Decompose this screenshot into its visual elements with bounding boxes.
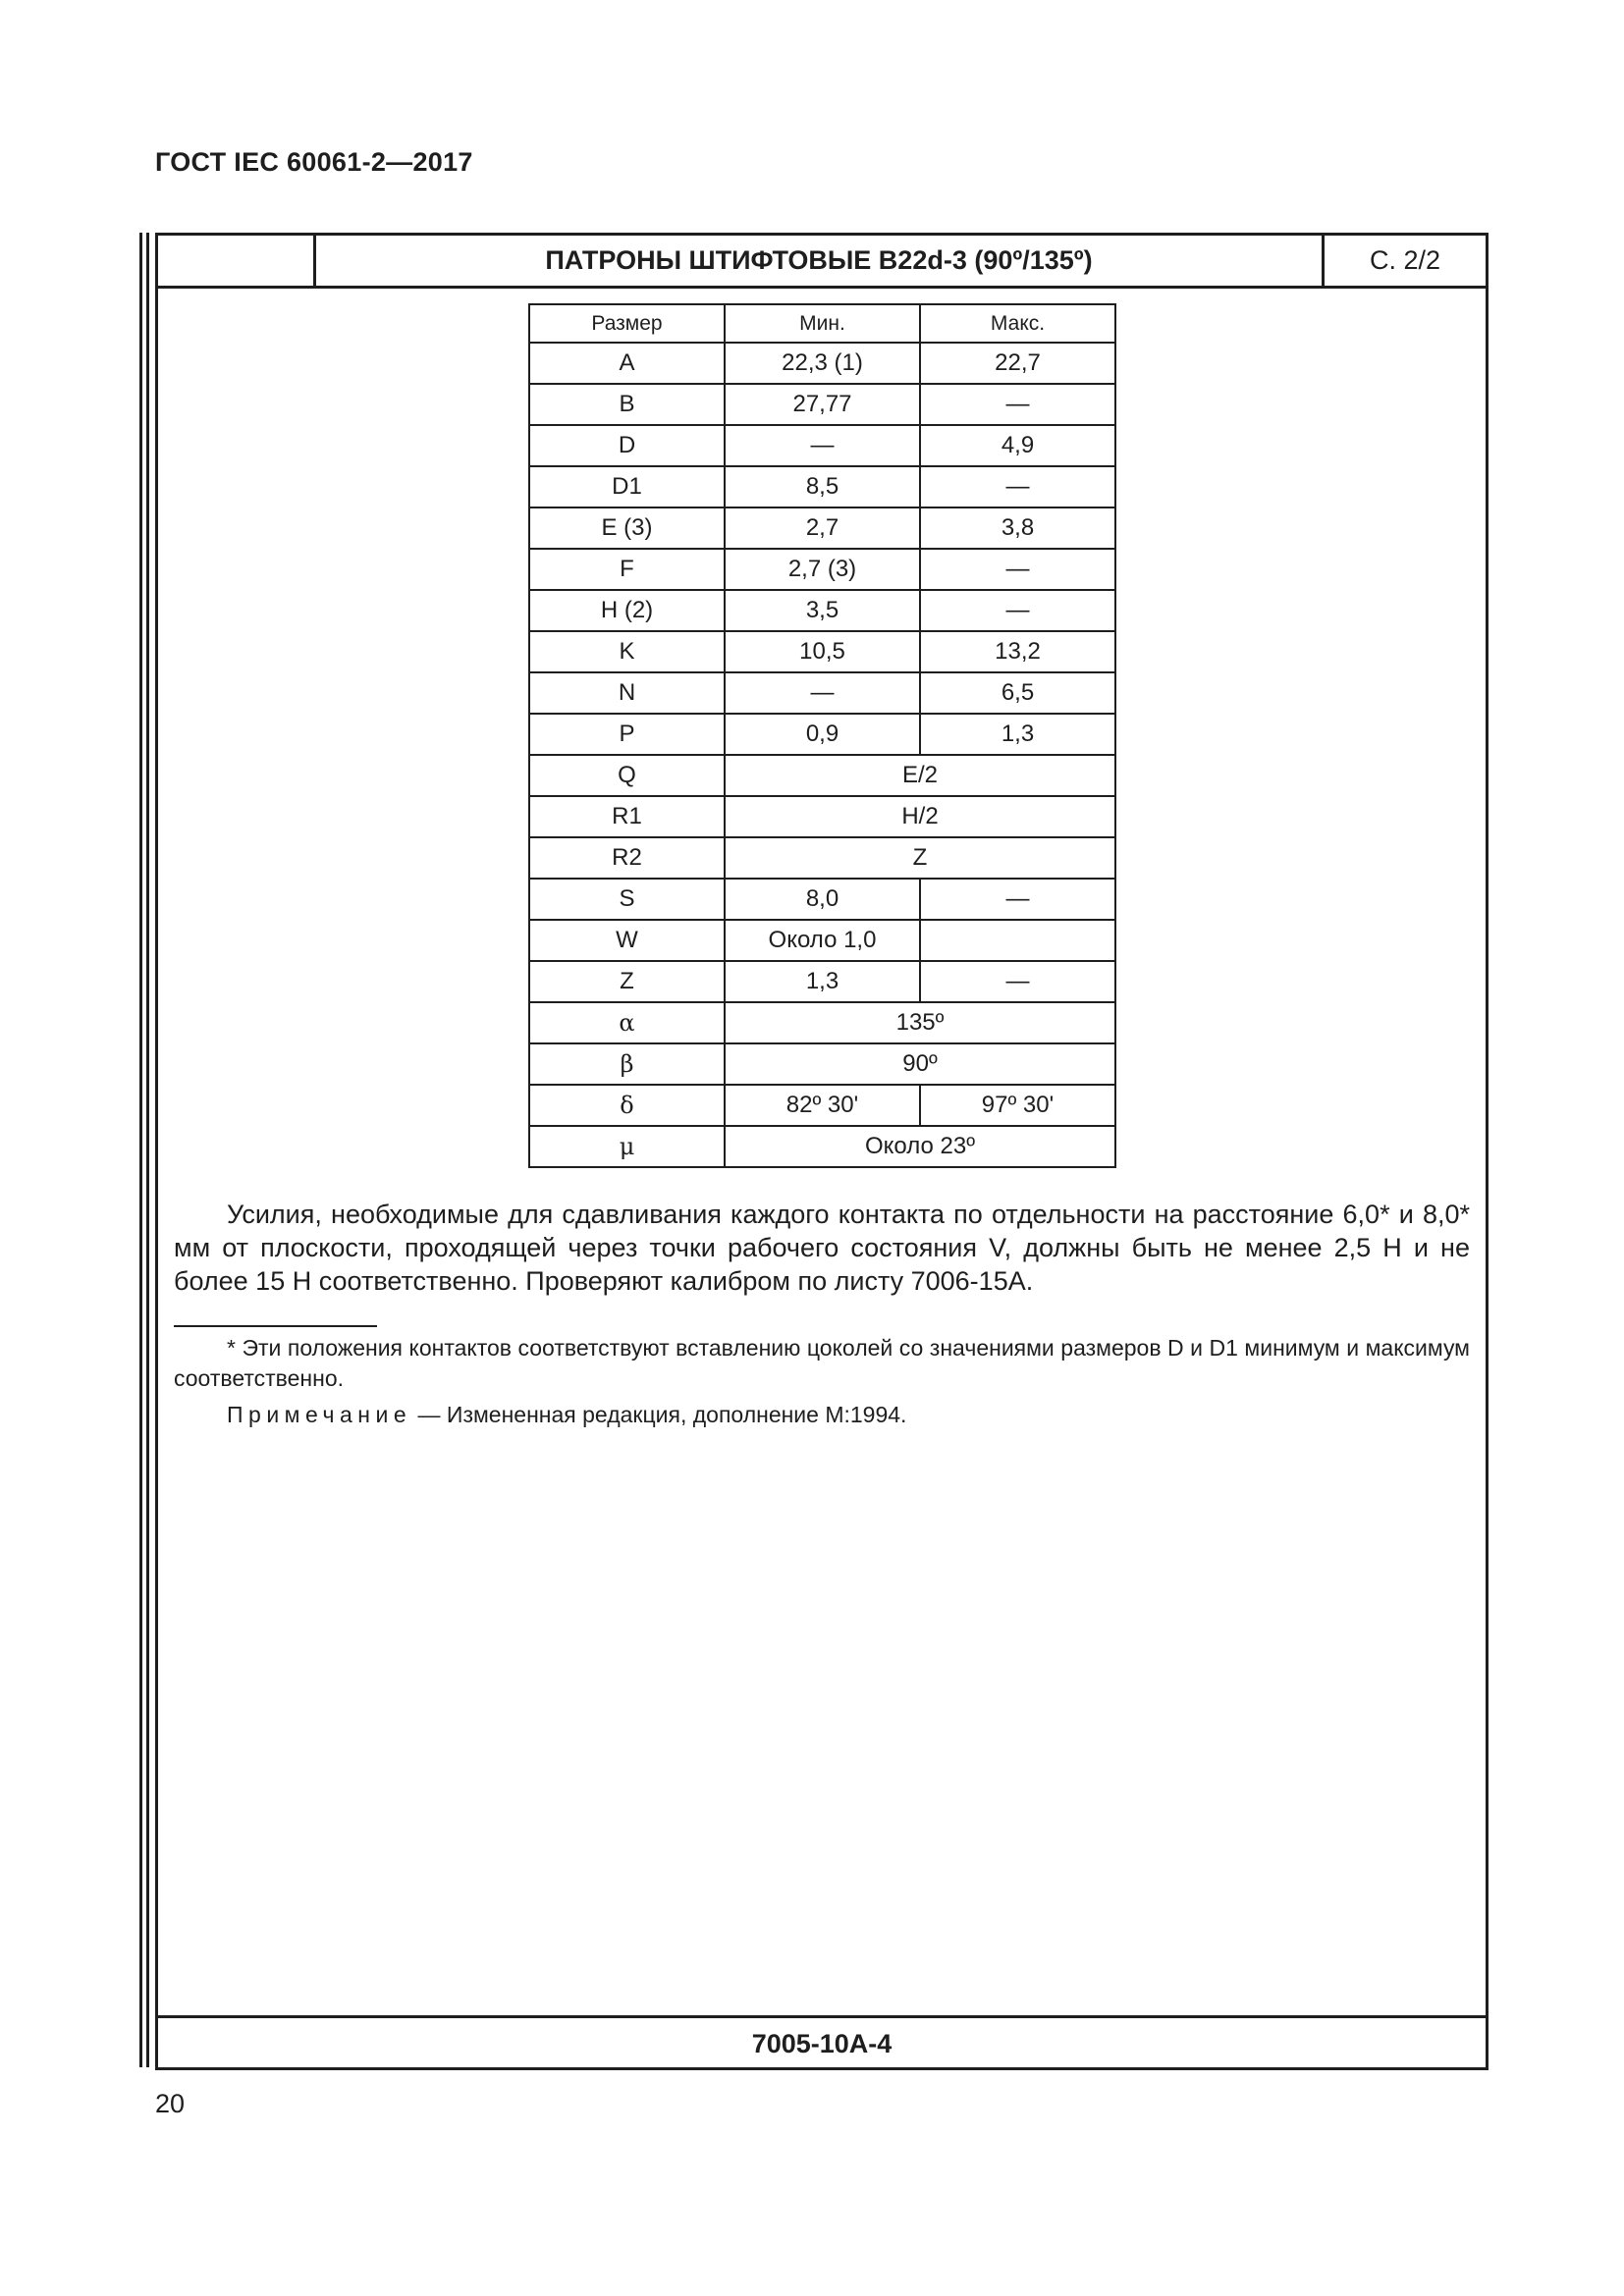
- cell-max: 3,8: [920, 507, 1115, 549]
- cell-size: K: [529, 631, 725, 672]
- cell-size: F: [529, 549, 725, 590]
- cell-value-span: Около 23º: [725, 1126, 1115, 1167]
- dimensions-table-body: [529, 304, 1115, 1167]
- cell-size: A: [529, 343, 725, 384]
- table-row: [529, 631, 1115, 672]
- column-header-min: Мин.: [725, 304, 920, 343]
- cell-min: 3,5: [725, 590, 920, 631]
- cell-size: δ: [529, 1085, 725, 1126]
- cell-size: α: [529, 1002, 725, 1043]
- table-row: [529, 507, 1115, 549]
- frame-header-blank: [158, 236, 316, 286]
- cell-size: B: [529, 384, 725, 425]
- cell-max: —: [920, 590, 1115, 631]
- table-row: [529, 466, 1115, 507]
- cell-max: 22,7: [920, 343, 1115, 384]
- cell-max: —: [920, 549, 1115, 590]
- cell-size: D1: [529, 466, 725, 507]
- cell-size: D: [529, 425, 725, 466]
- cell-max: —: [920, 879, 1115, 920]
- table-row: [529, 796, 1115, 837]
- column-header-size: Размер: [529, 304, 725, 343]
- table-row: [529, 590, 1115, 631]
- cell-size: P: [529, 714, 725, 755]
- table-row: [529, 1126, 1115, 1167]
- cell-max: [920, 920, 1115, 961]
- cell-max: 97º 30': [920, 1085, 1115, 1126]
- table-row: [529, 755, 1115, 796]
- cell-min: —: [725, 425, 920, 466]
- cell-value-span: 90º: [725, 1043, 1115, 1085]
- cell-size: E (3): [529, 507, 725, 549]
- cell-value-span: H/2: [725, 796, 1115, 837]
- cell-size: R1: [529, 796, 725, 837]
- table-row: [529, 1002, 1115, 1043]
- sheet-number: 7005-10А-4: [158, 2015, 1486, 2070]
- table-row: [529, 714, 1115, 755]
- cell-min: 2,7 (3): [725, 549, 920, 590]
- cell-size: β: [529, 1043, 725, 1085]
- frame-header: [158, 236, 1486, 289]
- force-requirement-paragraph: Усилия, необходимые для сдавливания каждого контакта по отдельности на расстояние 6,0* и 8,0* мм от плоскости, проходящей через точки рабочего состояния V, должны быть не менее 2,5 Н и не более 15 Н соответственно. Проверяют калибром по листу 7006-15А.: [174, 1200, 1470, 1296]
- cell-min: —: [725, 672, 920, 714]
- cell-min: 0,9: [725, 714, 920, 755]
- table-header-row: [529, 304, 1115, 343]
- note-label: Примечание: [227, 1402, 412, 1427]
- table-row: [529, 672, 1115, 714]
- table-row: [529, 1043, 1115, 1085]
- cell-min: 10,5: [725, 631, 920, 672]
- table-row: [529, 549, 1115, 590]
- cell-max: 1,3: [920, 714, 1115, 755]
- column-header-max: Макс.: [920, 304, 1115, 343]
- table-row: [529, 425, 1115, 466]
- sheet-frame: [155, 233, 1489, 2070]
- note-text: — Измененная редакция, дополнение М:1994.: [411, 1402, 907, 1427]
- cell-max: —: [920, 961, 1115, 1002]
- cell-value-span: 135º: [725, 1002, 1115, 1043]
- cell-min: 2,7: [725, 507, 920, 549]
- table-row: [529, 961, 1115, 1002]
- cell-value-span: Z: [725, 837, 1115, 879]
- cell-min: 27,77: [725, 384, 920, 425]
- cell-min: 1,3: [725, 961, 920, 1002]
- frame-bar-outer: [139, 233, 142, 2067]
- note: [227, 1402, 906, 1428]
- cell-min: Около 1,0: [725, 920, 920, 961]
- cell-size: Q: [529, 755, 725, 796]
- footnote-rule: [174, 1325, 377, 1327]
- cell-size: R2: [529, 837, 725, 879]
- cell-min: 8,0: [725, 879, 920, 920]
- cell-max: 4,9: [920, 425, 1115, 466]
- cell-size: Z: [529, 961, 725, 1002]
- frame-bar-inner: [146, 233, 149, 2067]
- table-row: [529, 384, 1115, 425]
- document-code: ГОСТ IEC 60061-2—2017: [155, 147, 473, 177]
- cell-max: 6,5: [920, 672, 1115, 714]
- page-number: 20: [155, 2089, 186, 2118]
- table-row: [529, 1085, 1115, 1126]
- table-row: [529, 920, 1115, 961]
- table-row: [529, 343, 1115, 384]
- cell-size: N: [529, 672, 725, 714]
- cell-size: μ: [529, 1126, 725, 1167]
- cell-value-span: E/2: [725, 755, 1115, 796]
- cell-min: 82º 30': [725, 1085, 920, 1126]
- cell-size: H (2): [529, 590, 725, 631]
- cell-min: 22,3 (1): [725, 343, 920, 384]
- cell-size: S: [529, 879, 725, 920]
- footnote: * Эти положения контактов соответствуют вставлению цоколей со значениями размеров D и D1 минимум и максимум соответственно.: [174, 1335, 1470, 1391]
- sheet-page: С. 2/2: [1369, 245, 1441, 275]
- cell-max: 13,2: [920, 631, 1115, 672]
- sheet-title: ПАТРОНЫ ШТИФТОВЫЕ В22d-3 (90º/135º): [316, 236, 1325, 286]
- cell-size: W: [529, 920, 725, 961]
- table-row: [529, 837, 1115, 879]
- table-row: [529, 879, 1115, 920]
- cell-max: —: [920, 466, 1115, 507]
- cell-min: 8,5: [725, 466, 920, 507]
- dimensions-table: [528, 303, 1116, 1168]
- cell-max: —: [920, 384, 1115, 425]
